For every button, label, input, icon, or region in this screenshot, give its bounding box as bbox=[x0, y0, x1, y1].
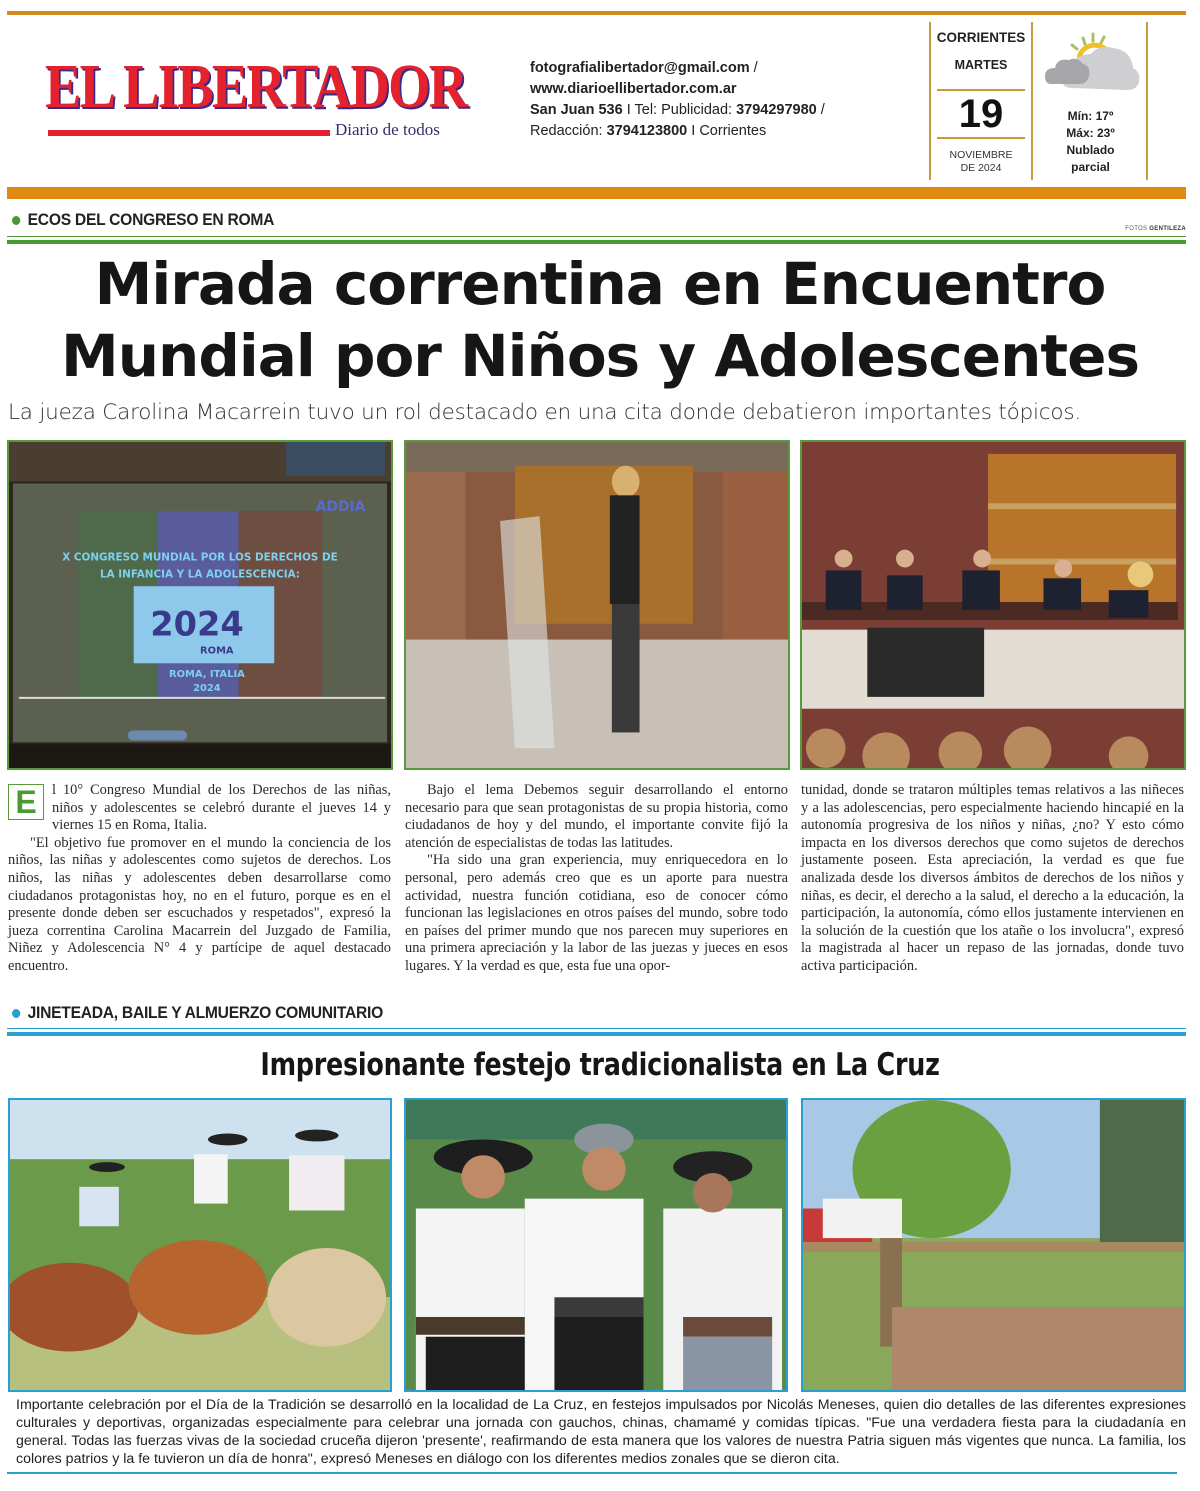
headline-article-1[interactable] bbox=[0, 248, 1200, 392]
contact-address: San Juan 536 bbox=[530, 102, 623, 118]
date-divider bbox=[937, 89, 1025, 91]
photo-asado-grill-image bbox=[803, 1100, 1184, 1390]
article-column-3 bbox=[801, 782, 1184, 976]
date-year: DE 2024 bbox=[960, 162, 1002, 174]
paragraph: Bajo el lema Debemos seguir desarrollando el entorno necesario para que sean protagonistas de su propia historia, como ciudadanos de hoy y del mundo, el importante convite fijó la atención de especialistas de todas las latitudes. bbox=[405, 782, 788, 851]
article-column-2 bbox=[405, 782, 788, 976]
date-city: CORRIENTES bbox=[936, 30, 1026, 45]
logo-title: EL LIBERTADOR bbox=[45, 53, 467, 121]
paragraph: "Ha sido una gran experiencia, muy enriquecedora en lo personal, pero además creo que es un aporte para nuestra actividad, nuestra función cotidiana, eso de conocer cómo funcionan las legislaciones en otros países del mundo, sobre todo en países del primer mundo que nos parecen muy superiores en una primera apreciación y la labor de las juezas y jueces en esos lugares. Y la verdad es que, esta fue una opor- bbox=[405, 852, 788, 974]
photo-gauchos-group[interactable] bbox=[404, 1098, 788, 1392]
drop-cap: E bbox=[8, 784, 44, 820]
date-divider bbox=[937, 137, 1025, 139]
separator: I bbox=[622, 102, 635, 118]
masthead-top-rule bbox=[7, 11, 1186, 15]
photo-congress-screen[interactable] bbox=[7, 440, 393, 770]
screen-year: 2024 bbox=[150, 604, 244, 644]
screen-footer-1: ROMA, ITALIA bbox=[169, 669, 245, 681]
photo-speaker-podium[interactable] bbox=[404, 440, 790, 770]
section-label: ECOS DEL CONGRESO EN ROMA bbox=[27, 210, 275, 229]
date-month-year bbox=[931, 149, 1031, 175]
article-deck: La jueza Carolina Macarrein tuvo un rol destacado en una cita donde debatieron importantes tópicos. bbox=[8, 400, 1082, 425]
weather-max: Máx: 23º bbox=[1066, 126, 1115, 140]
ads-phone: 3794297980 bbox=[736, 102, 817, 118]
bullet-icon bbox=[12, 216, 20, 225]
paragraph: "El objetivo fue promover en el mundo la conciencia de los niños, las niñas y adolescentes como sujetos de derechos. Los niños, las niñas y adolescentes deben desarrollarse como ciudadanos protagonistas hoy, no en el futuro, porque es en el presente donde deben ser escuchados y respetados", expresó la jueza correntina Carolina Macarrein del Juzgado de Familia, Niñez y Adolescencia N° 4 y partícipe de aquel destacado encuentro. bbox=[8, 834, 391, 974]
paragraph: l 10° Congreso Mundial de los Derechos de las niñas, niños y adolescentes se celebró durante el jueves 14 y viernes 15 en Roma, Italia. bbox=[52, 782, 391, 834]
headline-line: Mirada correntina en Encuentro bbox=[94, 250, 1106, 318]
headline-line: Mundial por Niños y Adolescentes bbox=[61, 322, 1139, 390]
section-rule-thick bbox=[7, 240, 1186, 244]
weather-forecast bbox=[1035, 108, 1146, 176]
logo-subtitle: Diario de todos bbox=[335, 120, 440, 139]
paragraph: tunidad, donde se trataron múltiples temas relativos a las niñeces y a las adolescencias, pero especialmente haciendo hincapié en la autonomía progresiva de los niños y niñas, ¿no? Y esto cómo impacta en los diversos derechos que como sujetos de derechos justamente poseen. Esta apreciación, la verdad es que fue analizada desde los diversos ámbitos de derechos de los niños y niñas, es decir, el derecho a la salud, el derecho a la educación, la participación, la autonomía, cómo ellos justamente intervienen en la solución de la cuestión que los atañe o los involucra", expresó la magistrada al hacer un repaso de las jornadas, donde tuvo activa participación. bbox=[801, 782, 1184, 974]
date-month: NOVIEMBRE bbox=[949, 149, 1013, 161]
photo-jineteada-horses-image bbox=[10, 1100, 390, 1390]
credit-value: GENTILEZA bbox=[1149, 226, 1186, 232]
date-box bbox=[929, 22, 1033, 180]
screen-footer-2: 2024 bbox=[193, 682, 221, 694]
photo-asado-grill[interactable] bbox=[801, 1098, 1186, 1392]
credit-prefix: FOTOS bbox=[1125, 226, 1148, 232]
photo-congress-screen-image bbox=[9, 442, 391, 768]
separator: I bbox=[687, 123, 700, 139]
weather-condition: parcial bbox=[1071, 160, 1110, 174]
screen-title-2: LA INFANCIA Y LA ADOLESCENCIA: bbox=[100, 568, 300, 581]
photo-jineteada-horses[interactable] bbox=[8, 1098, 392, 1392]
photo-panel-table-image bbox=[802, 442, 1184, 768]
contact-email[interactable]: fotografialibertador@gmail.com bbox=[530, 60, 750, 76]
article-bottom-rule bbox=[7, 1472, 1177, 1474]
partly-cloudy-icon bbox=[1043, 30, 1143, 100]
weather-min: Mín: 17º bbox=[1067, 109, 1114, 123]
logo-underline bbox=[48, 130, 330, 136]
photo-panel-table[interactable] bbox=[800, 440, 1186, 770]
weather-condition: Nublado bbox=[1066, 143, 1115, 157]
section-rule-thin bbox=[7, 236, 1186, 237]
section-rule-thin bbox=[7, 1028, 1186, 1029]
section-label: JINETEADA, BAILE Y ALMUERZO COMUNITARIO bbox=[27, 1003, 383, 1022]
screen-logo: ADDIA bbox=[315, 499, 366, 516]
photo-gauchos-group-image bbox=[406, 1100, 786, 1390]
section-rule-thick bbox=[7, 1032, 1186, 1036]
photo-speaker-podium-image bbox=[406, 442, 788, 768]
bullet-icon bbox=[12, 1009, 20, 1018]
section-header-congreso[interactable] bbox=[12, 210, 274, 230]
newsroom-label: Redacción: bbox=[530, 123, 603, 139]
separator: / bbox=[749, 60, 758, 76]
contact-website[interactable]: www.diarioellibertador.com.ar bbox=[530, 81, 737, 97]
article-column-1 bbox=[8, 782, 391, 976]
section-header-jineteada[interactable] bbox=[12, 1003, 383, 1023]
masthead-bottom-rule bbox=[7, 187, 1186, 199]
newsroom-phone: 3794123800 bbox=[606, 123, 688, 139]
contact-city: Corrientes bbox=[699, 123, 767, 139]
contact-info bbox=[530, 58, 825, 142]
newspaper-logo[interactable] bbox=[45, 53, 467, 146]
date-weekday: MARTES bbox=[954, 58, 1008, 72]
screen-city: ROMA bbox=[200, 645, 234, 657]
weather-box bbox=[1035, 22, 1148, 180]
headline-article-2[interactable]: Impresionante festejo tradicionalista en La Cruz bbox=[260, 1047, 940, 1083]
photo-credit bbox=[1125, 226, 1186, 232]
date-day-number: 19 bbox=[958, 92, 1004, 136]
ads-label: Tel: Publicidad: bbox=[634, 102, 733, 118]
separator: / bbox=[816, 102, 825, 118]
photo-caption: Importante celebración por el Día de la Tradición se desarrolló en la localidad de La Cruz, en festejos impulsados por Nicolás Meneses, quien dio detalles de las diferentes expresiones culturales y deportivas, organizadas especialmente para celebrar una jornada con gauchos, chinas, chamamé y comidas típicas. "Fue una verdadera fiesta para la ciudadanía en general. Todas las fuerzas vivas de la sociedad cruceña dijeron 'presente', reafirmando de esta manera que los valores de nuestra Patria siguen más vigentes que nunca. La familia, los colores patrios y la fe tuvieron un día de honra", expresó Meneses en diálogo con los diferentes medios zonales que se dieron cita. bbox=[16, 1397, 1186, 1467]
screen-title-1: X CONGRESO MUNDIAL POR LOS DERECHOS DE bbox=[62, 551, 338, 564]
